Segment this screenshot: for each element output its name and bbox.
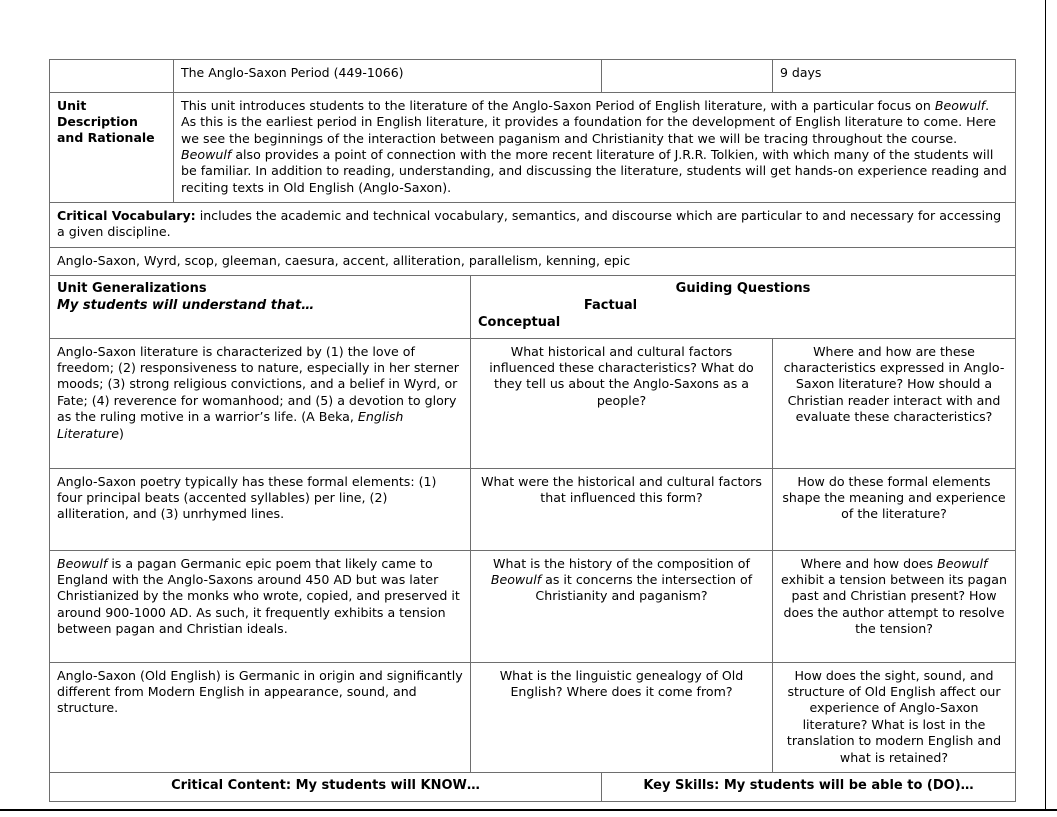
length-of-unit-value: 9 days bbox=[773, 60, 1016, 93]
page-right-rule bbox=[1045, 0, 1046, 810]
generalization-cell: Beowulf is a pagan Germanic epic poem that likely came to England with the Anglo-Saxons around 450 AD but was later Christianized by the monks who wrote, copied, and preserved it around 900-1000 AD. As such, it frequently exhibits a tension between pagan and Christian ideals. bbox=[50, 550, 471, 662]
factual-question-cell: What is the history of the composition of Beowulf as it concerns the intersection of Christianity and paganism? bbox=[471, 550, 773, 662]
critical-vocabulary-text: includes the academic and technical vocabulary, semantics, and discourse which are particular to and necessary for accessing a given discipline. bbox=[57, 207, 1002, 240]
critical-vocabulary-heading: Critical Vocabulary: bbox=[57, 207, 196, 223]
key-skills-header: Key Skills: My students will be able to (DO)… bbox=[602, 772, 1016, 801]
factual-question-cell: What historical and cultural factors influenced these characteristics? What do they tell us about the Anglo-Saxons as a people? bbox=[471, 338, 773, 468]
critical-content-header: Critical Content: My students will KNOW… bbox=[50, 772, 602, 801]
conceptual-question-cell: Where and how does Beowulf exhibit a tension between its pagan past and Christian present? How does the author attempt to resolve the tension? bbox=[773, 550, 1016, 662]
conceptual-question-cell: How do these formal elements shape the meaning and experience of the literature? bbox=[773, 468, 1016, 550]
guiding-questions-title: Guiding Questions bbox=[675, 281, 811, 297]
guiding-questions-factual-label: Factual bbox=[583, 297, 638, 313]
generalization-cell: Anglo-Saxon poetry typically has these formal elements: (1) four principal beats (accented syllables) per line, (2) alliteration, and (3) unrhymed lines. bbox=[50, 468, 471, 550]
page-bottom-rule bbox=[0, 809, 1057, 811]
unit-generalizations-subtitle: My students will understand that… bbox=[57, 297, 315, 313]
unit-description-label: Unit Description and Rationale bbox=[50, 92, 174, 202]
factual-question-cell: What were the historical and cultural factors that influenced this form? bbox=[471, 468, 773, 550]
unit-title-row bbox=[50, 60, 1016, 93]
unit-description-text: This unit introduces students to the literature of the Anglo-Saxon Period of English literature, with a particular focus on Beowulf. As this is the earliest period in English literature, it provides a foundation for the development of English literature to come. Here we see the beginnings of the interaction between paganism and Christianity that we will be tracing throughout the course. Beowulf also provides a point of connection with the more recent literature of J.R.R. Tolkien, with which many of the students will be familiar. In addition to reading, understanding, and discussing the literature, students will get hands-on experience reading and reciting texts in Old English (Anglo-Saxon). bbox=[174, 92, 1016, 202]
unit-generalizations-title: Unit Generalizations bbox=[57, 281, 207, 297]
table-row bbox=[50, 662, 1016, 772]
critical-vocabulary-definition bbox=[50, 202, 1016, 247]
critical-vocabulary-row bbox=[50, 202, 1016, 247]
table-row bbox=[50, 550, 1016, 662]
generalizations-header-row bbox=[50, 276, 1016, 339]
guiding-questions-header bbox=[471, 276, 1016, 339]
factual-question-cell: What is the linguistic genealogy of Old English? Where does it come from? bbox=[471, 662, 773, 772]
vocabulary-terms: Anglo-Saxon, Wyrd, scop, gleeman, caesura, accent, alliteration, parallelism, kenning, epic bbox=[50, 247, 1016, 275]
conceptual-question-cell: How does the sight, sound, and structure of Old English affect our experience of Anglo-Saxon literature? What is lost in the translation to modern English and what is retained? bbox=[773, 662, 1016, 772]
unit-title-label: Unit Title bbox=[50, 60, 174, 93]
generalization-cell: Anglo-Saxon literature is characterized by (1) the love of freedom; (2) responsiveness to nature, especially in her sterner moods; (3) strong religious convictions, and a belief in Wyrd, or Fate; (4) reverence for womanhood; and (5) a devotion to glory as the ruling motive in a warrior’s life. (A Beka, English Literature) bbox=[50, 338, 471, 468]
vocabulary-terms-row bbox=[50, 247, 1016, 275]
unit-generalizations-header bbox=[50, 276, 471, 339]
unit-title-value: The Anglo-Saxon Period (449-1066) bbox=[174, 60, 602, 93]
length-of-unit-label: Length of Unit bbox=[602, 60, 773, 93]
table-row bbox=[50, 338, 1016, 468]
unit-description-row bbox=[50, 92, 1016, 202]
generalization-cell: Anglo-Saxon (Old English) is Germanic in origin and significantly different from Modern English in appearance, sound, and structure. bbox=[50, 662, 471, 772]
table-row bbox=[50, 468, 1016, 550]
footer-row bbox=[50, 772, 1016, 801]
conceptual-question-cell: Where and how are these characteristics expressed in Anglo-Saxon literature? How should a Christian reader interact with and evaluate these characteristics? bbox=[773, 338, 1016, 468]
unit-plan-table bbox=[49, 59, 1016, 802]
guiding-questions-conceptual-label: Conceptual bbox=[478, 314, 561, 330]
